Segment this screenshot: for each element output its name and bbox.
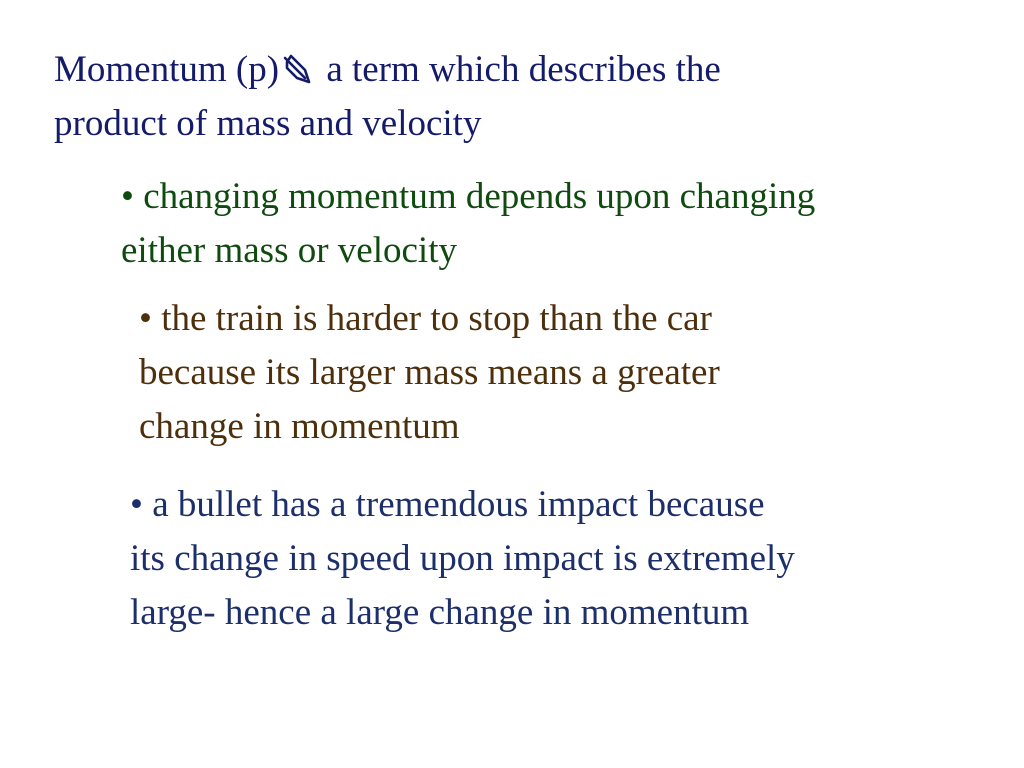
definition-heading <box>54 43 721 151</box>
bullet-line: because its larger mass means a greater <box>139 352 720 393</box>
heading-line-2: product of mass and velocity <box>54 103 482 144</box>
bullet-line: • the train is harder to stop than the car <box>139 298 712 339</box>
heading-term: Momentum (p) <box>54 49 280 90</box>
bullet-train-example <box>139 292 720 454</box>
bullet-line: either mass or velocity <box>121 230 457 271</box>
bullet-line: • changing momentum depends upon changing <box>121 176 816 217</box>
bullet-changing-momentum <box>121 170 815 278</box>
bullet-line: • a bullet has a tremendous impact because <box>130 484 765 525</box>
bullet-bullet-example <box>130 478 795 640</box>
heading-definition-start: a term which describes the <box>317 49 721 90</box>
bullet-line: large- hence a large change in momentum <box>130 592 750 633</box>
bullet-line: its change in speed upon impact is extremely <box>130 538 795 579</box>
heading-line-1 <box>54 43 721 97</box>
bullet-line: change in momentum <box>139 406 460 447</box>
crossed-pointer-symbol-icon <box>281 52 315 86</box>
